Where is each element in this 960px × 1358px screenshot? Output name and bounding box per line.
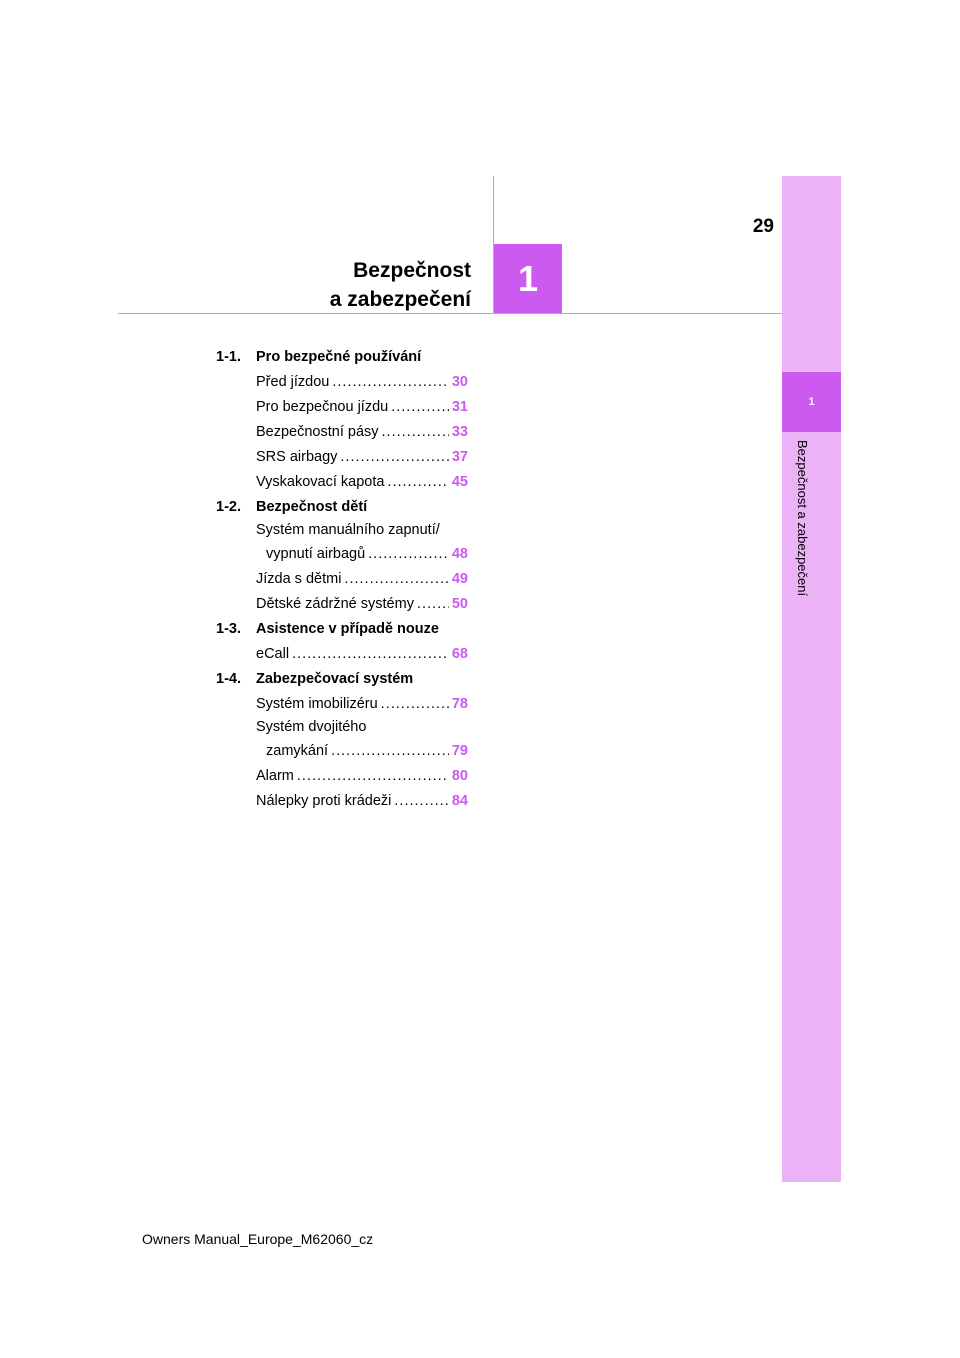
toc-page-link[interactable]: 37 [451,448,468,465]
toc-entry-label: SRS airbagy [256,448,338,465]
toc-section-heading [216,344,468,369]
toc-leader-dots [332,374,449,390]
side-tab-strip [782,176,841,1182]
toc-entry[interactable] [256,444,468,469]
toc-page-link[interactable]: 49 [451,570,468,587]
toc-section-title: Pro bezpečné používání [256,348,422,365]
toc-page-link[interactable]: 30 [451,373,468,390]
toc-entry-label: vypnutí airbagů [266,545,366,562]
side-tab-active-chapter[interactable]: 1 [782,372,841,432]
toc-section-title: Asistence v případě nouze [256,620,439,637]
toc-entry-label: Jízda s dětmi [256,570,342,587]
toc-entry-label: Dětské zádržné systémy [256,595,414,612]
toc-entry[interactable] [256,419,468,444]
toc-section-number: 1-4. [216,670,241,687]
toc-section-number: 1-2. [216,498,241,515]
toc-entry[interactable] [256,716,468,763]
toc-entry-label: Pro bezpečnou jízdu [256,398,389,415]
toc-leader-dots [331,743,449,759]
toc-entry[interactable] [256,763,468,788]
footer-document-id: Owners Manual_Europe_M62060_cz [142,1231,374,1247]
toc-leader-dots [292,646,449,662]
page-number: 29 [752,216,774,237]
toc-page-link[interactable]: 48 [451,545,468,562]
toc-entry-label: Systém manuálního zapnutí/ [256,522,440,538]
chapter-title-line1: Bezpečnost [353,259,471,282]
toc-page-link[interactable]: 45 [451,473,468,490]
toc-leader-dots [297,768,449,784]
toc-leader-dots [387,474,448,490]
toc-entry[interactable] [256,788,468,813]
toc-entry[interactable] [256,591,468,616]
toc-entry[interactable] [256,369,468,394]
toc-entry-label: Bezpečnostní pásy [256,423,379,440]
side-tab-label: Bezpečnost a zabezpečení [795,440,810,597]
toc-section-title: Zabezpečovací systém [256,670,414,687]
toc-page-link[interactable]: 84 [451,792,468,809]
toc-page-link[interactable]: 80 [451,767,468,784]
table-of-contents [216,344,468,813]
toc-entry[interactable] [256,394,468,419]
toc-leader-dots [417,596,449,612]
toc-entry[interactable] [256,566,468,591]
toc-page-link[interactable]: 31 [451,398,468,415]
toc-entry-label: Systém dvojitého [256,719,367,735]
toc-page-link[interactable]: 33 [451,423,468,440]
chapter-number-box: 1 [494,244,562,313]
toc-section-number: 1-3. [216,620,241,637]
toc-entry-label: Alarm [256,767,294,784]
toc-entry-label: Vyskakovací kapota [256,473,385,490]
toc-leader-dots [381,696,449,712]
toc-leader-dots [394,793,448,809]
toc-leader-dots [344,571,448,587]
toc-entry-label: eCall [256,645,290,662]
toc-entry-label: Nálepky proti krádeži [256,792,392,809]
chapter-title-line2: a zabezpečení [329,288,471,311]
toc-leader-dots [382,424,449,440]
toc-entry[interactable] [256,691,468,716]
toc-page-link[interactable]: 68 [451,645,468,662]
toc-page-link[interactable]: 78 [451,695,468,712]
toc-section-heading [216,616,468,641]
toc-entry-label: zamykání [266,742,329,759]
toc-section-heading [216,666,468,691]
toc-page-link[interactable]: 50 [451,595,468,612]
toc-page-link[interactable]: 79 [451,742,468,759]
toc-entry[interactable] [256,519,468,566]
toc-section-heading [216,494,468,519]
toc-entry-label: Systém imobilizéru [256,695,378,712]
toc-leader-dots [391,399,449,415]
toc-entry-label: Před jízdou [256,373,330,390]
toc-leader-dots [368,546,449,562]
toc-entry[interactable] [256,469,468,494]
toc-section-number: 1-1. [216,348,241,365]
toc-section-title: Bezpečnost dětí [256,498,368,515]
toc-entry[interactable] [256,641,468,666]
toc-leader-dots [340,449,448,465]
chapter-title [330,256,471,314]
